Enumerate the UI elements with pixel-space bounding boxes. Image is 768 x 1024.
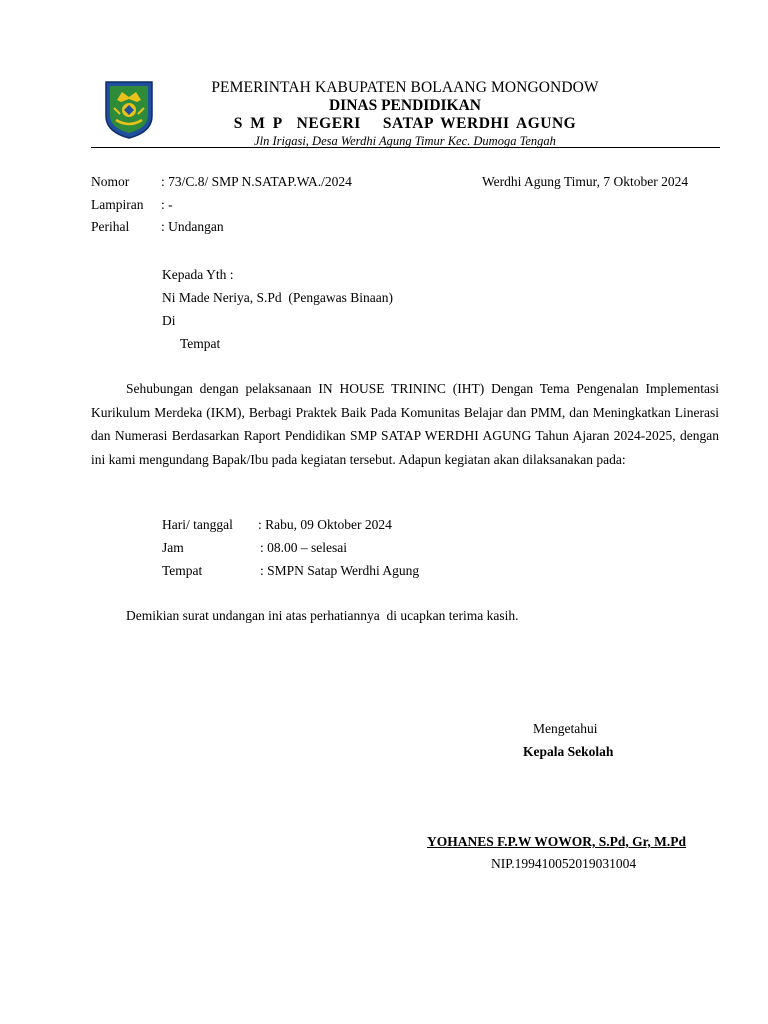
principal-name: YOHANES F.P.W WOWOR, S.Pd, Gr, M.Pd <box>427 834 687 849</box>
day-label: Hari/ tanggal <box>162 517 233 532</box>
perihal-label: Perihal <box>91 219 130 234</box>
letterhead-address: Jln Irigasi, Desa Werdhi Agung Timur Kec. Dumoga Tengah <box>254 134 556 148</box>
body-paragraph <box>91 377 719 471</box>
recipient-name: Ni Made Neriya, S.Pd (Pengawas Binaan) <box>162 290 393 305</box>
letterhead-divider <box>91 147 720 148</box>
letterhead-school: S M P NEGERI SATAP WERDHI AGUNG <box>233 115 577 132</box>
recipient-di: Di <box>162 313 176 328</box>
lampiran-value: : - <box>161 197 173 212</box>
place-date: Werdhi Agung Timur, 7 Oktober 2024 <box>482 174 689 189</box>
recipient-greeting: Kepada Yth : <box>162 267 234 282</box>
perihal-value: : Undangan <box>161 219 224 234</box>
nomor-label: Nomor <box>91 174 130 189</box>
venue-value: : SMPN Satap Werdhi Agung <box>260 563 420 578</box>
letterhead <box>160 78 650 149</box>
day-value: : Rabu, 09 Oktober 2024 <box>258 517 392 532</box>
time-label: Jam <box>162 540 184 555</box>
acknowledge-text: Mengetahui <box>533 721 598 736</box>
venue-label: Tempat <box>162 563 203 578</box>
time-value: : 08.00 – selesai <box>260 540 347 555</box>
letterhead-government: PEMERINTAH KABUPATEN BOLAANG MONGONDOW <box>211 79 599 96</box>
body-paragraph-text: Sehubungan dengan pelaksanaan IN HOUSE TRININC (IHT) Dengan Tema Pengenalan Implementasi Kurikulum Merdeka (IKM), Berbagi Praktek Baik Pada Komunitas Belajar dan PMM, dan Meningkatkan Linerasi dan Numerasi Berdasarkan Raport Pendidikan SMP SATAP WERDHI AGUNG Tahun Ajaran 2024-2025, dengan ini kami mengundang Bapak/Ibu pada kegiatan tersebut. Adapun kegiatan akan dilaksanakan pada: <box>91 381 719 467</box>
nomor-value: : 73/C.8/ SMP N.SATAP.WA./2024 <box>161 174 352 189</box>
principal-nip: NIP.199410052019031004 <box>491 856 637 871</box>
letterhead-agency: DINAS PENDIDIKAN <box>328 97 481 114</box>
principal-title: Kepala Sekolah <box>523 744 614 759</box>
closing-sentence: Demikian surat undangan ini atas perhatiannya di ucapkan terima kasih. <box>126 608 519 623</box>
regency-shield-emblem-icon <box>104 80 154 140</box>
lampiran-label: Lampiran <box>91 197 144 212</box>
recipient-place: Tempat <box>180 336 221 351</box>
